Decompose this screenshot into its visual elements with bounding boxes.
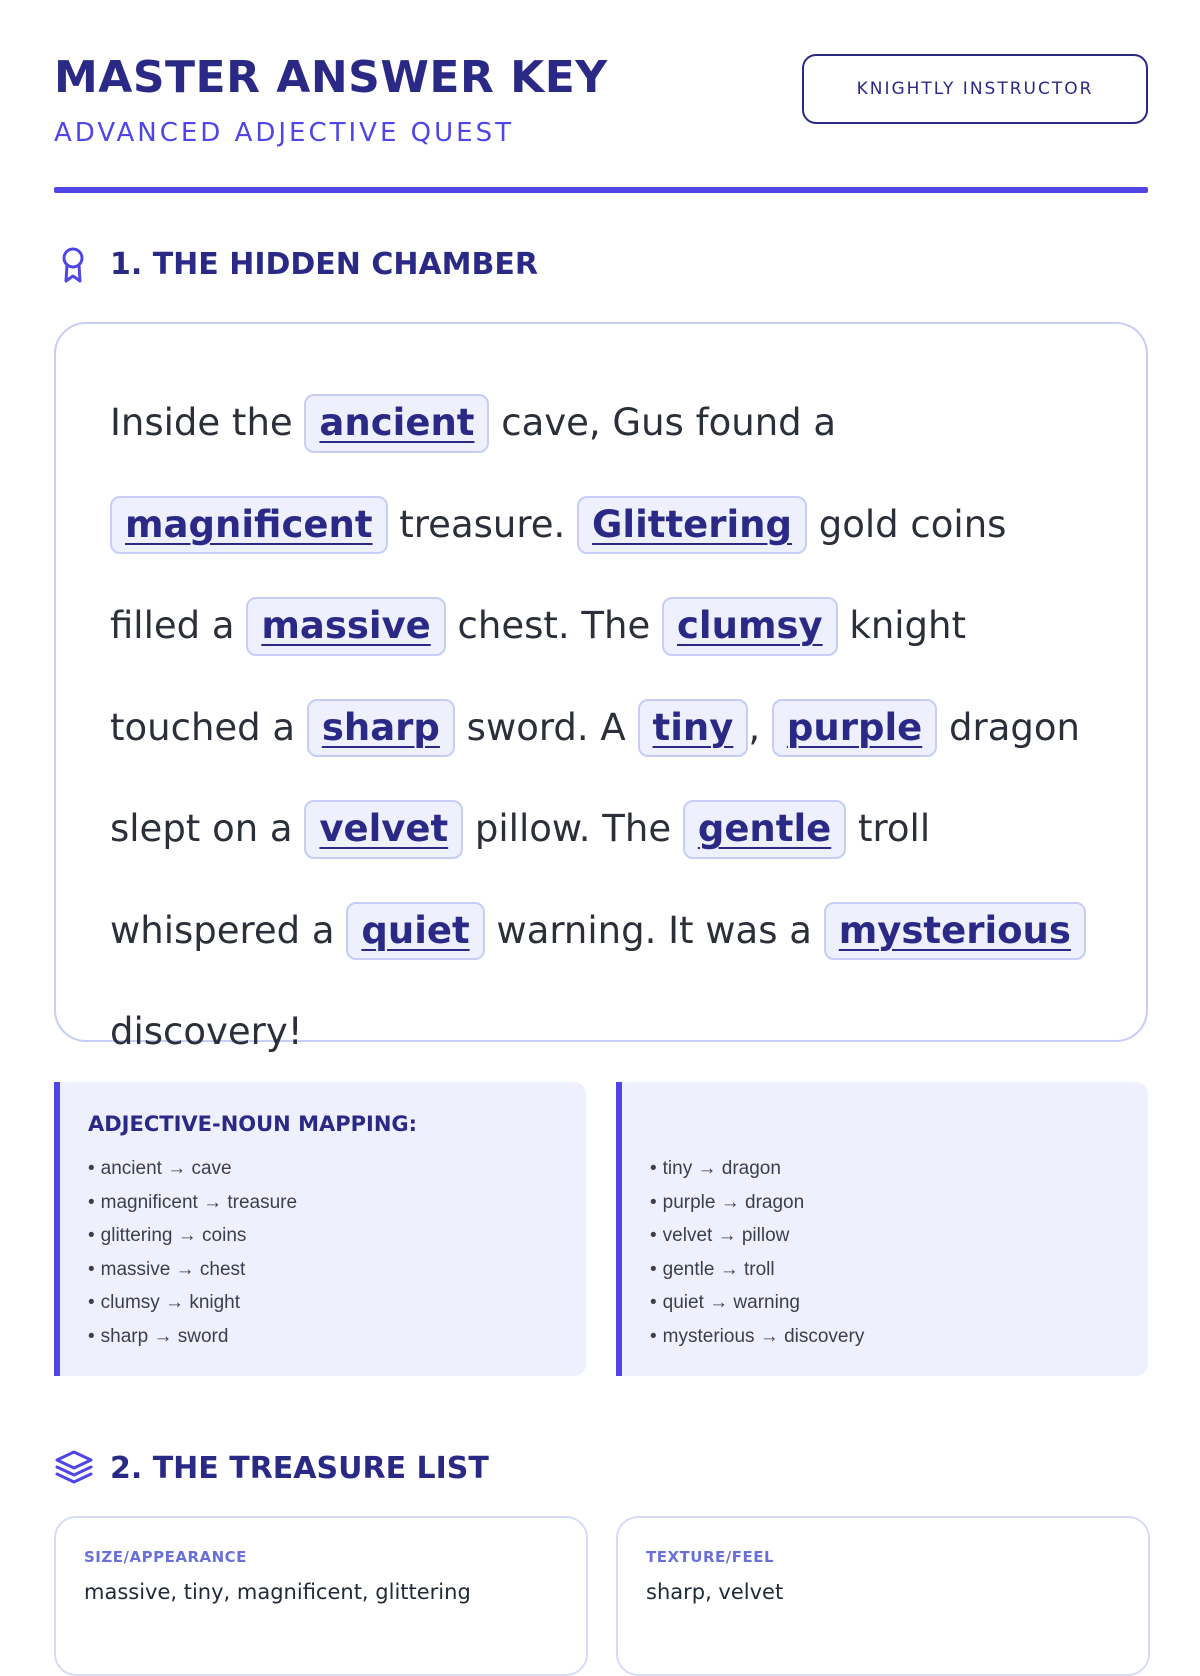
mapping-item: • quiet → warning <box>650 1286 1118 1320</box>
page-title: MASTER ANSWER KEY <box>54 52 608 103</box>
mapping-panel-right <box>616 1082 1148 1376</box>
role-badge: KNIGHTLY INSTRUCTOR <box>802 54 1148 124</box>
adjective-highlight: quiet <box>346 902 484 961</box>
story-text: cave, Gus found a <box>489 401 837 444</box>
treasure-category: SIZE/APPEARANCE <box>84 1548 247 1566</box>
treasure-words: massive, tiny, magnificent, glittering <box>84 1580 471 1604</box>
story-card <box>54 322 1148 1053</box>
layers-icon <box>54 1448 94 1488</box>
page-subtitle: ADVANCED ADJECTIVE QUEST <box>54 118 514 148</box>
mapping-item: • sharp → sword <box>88 1320 556 1354</box>
mapping-title: ADJECTIVE-NOUN MAPPING: <box>88 1112 418 1136</box>
answer-key-page <box>54 0 1148 1604</box>
adjective-highlight: clumsy <box>662 597 838 656</box>
story-text: chest. The <box>445 604 662 647</box>
adjective-highlight: Glittering <box>577 496 807 555</box>
mapping-panel-left <box>54 1082 586 1376</box>
mapping-item: • massive → chest <box>88 1253 556 1287</box>
story-text: troll whispered a <box>110 807 931 952</box>
treasure-words: sharp, velvet <box>646 1580 784 1604</box>
story-text: treasure. <box>387 502 578 546</box>
story-text: pillow. The <box>463 807 683 850</box>
adjective-highlight: gentle <box>683 800 846 859</box>
story-text: discovery! <box>110 1010 303 1053</box>
section-2-heading <box>54 1448 489 1488</box>
award-ribbon-icon <box>54 244 94 284</box>
mapping-title-spacer <box>650 1112 1118 1136</box>
treasure-category: TEXTURE/FEEL <box>646 1548 775 1566</box>
mapping-item: • glittering → coins <box>88 1219 556 1253</box>
adjective-highlight: velvet <box>304 800 463 859</box>
section-1-heading <box>54 244 538 284</box>
story-text: knight touched a <box>110 604 967 749</box>
mapping-list-left <box>88 1152 556 1353</box>
header-divider <box>54 187 1148 193</box>
story-text: sword. A <box>454 705 638 749</box>
story-text: Inside the <box>110 401 305 444</box>
mapping-item: • mysterious → discovery <box>650 1320 1118 1354</box>
story-text: gold coins filled a <box>110 502 1007 647</box>
story-text: , <box>748 705 772 749</box>
mapping-list-right <box>650 1152 1118 1353</box>
treasure-card-texture <box>616 1516 1150 1676</box>
mapping-item: • ancient → cave <box>88 1152 556 1186</box>
adjective-highlight: massive <box>246 597 445 656</box>
mapping-item: • purple → dragon <box>650 1186 1118 1220</box>
adjective-highlight: purple <box>772 699 937 758</box>
story-text: warning. It was a <box>484 908 824 952</box>
mapping-item: • gentle → troll <box>650 1253 1118 1287</box>
story-paragraph <box>110 372 1096 1083</box>
story-text: dragon slept on a <box>110 705 1080 850</box>
mapping-item: • clumsy → knight <box>88 1286 556 1320</box>
section-1-title: 1. THE HIDDEN CHAMBER <box>110 246 538 282</box>
mapping-item: • tiny → dragon <box>650 1152 1118 1186</box>
section-2-title: 2. THE TREASURE LIST <box>110 1450 489 1486</box>
adjective-highlight: mysterious <box>824 902 1086 961</box>
adjective-highlight: magnificent <box>110 496 388 555</box>
adjective-highlight: tiny <box>638 699 749 758</box>
adjective-highlight: ancient <box>304 394 489 453</box>
mapping-item: • magnificent → treasure <box>88 1186 556 1220</box>
adjective-highlight: sharp <box>307 699 455 758</box>
mapping-item: • velvet → pillow <box>650 1219 1118 1253</box>
page-header <box>54 0 1148 194</box>
treasure-card-size <box>54 1516 588 1676</box>
